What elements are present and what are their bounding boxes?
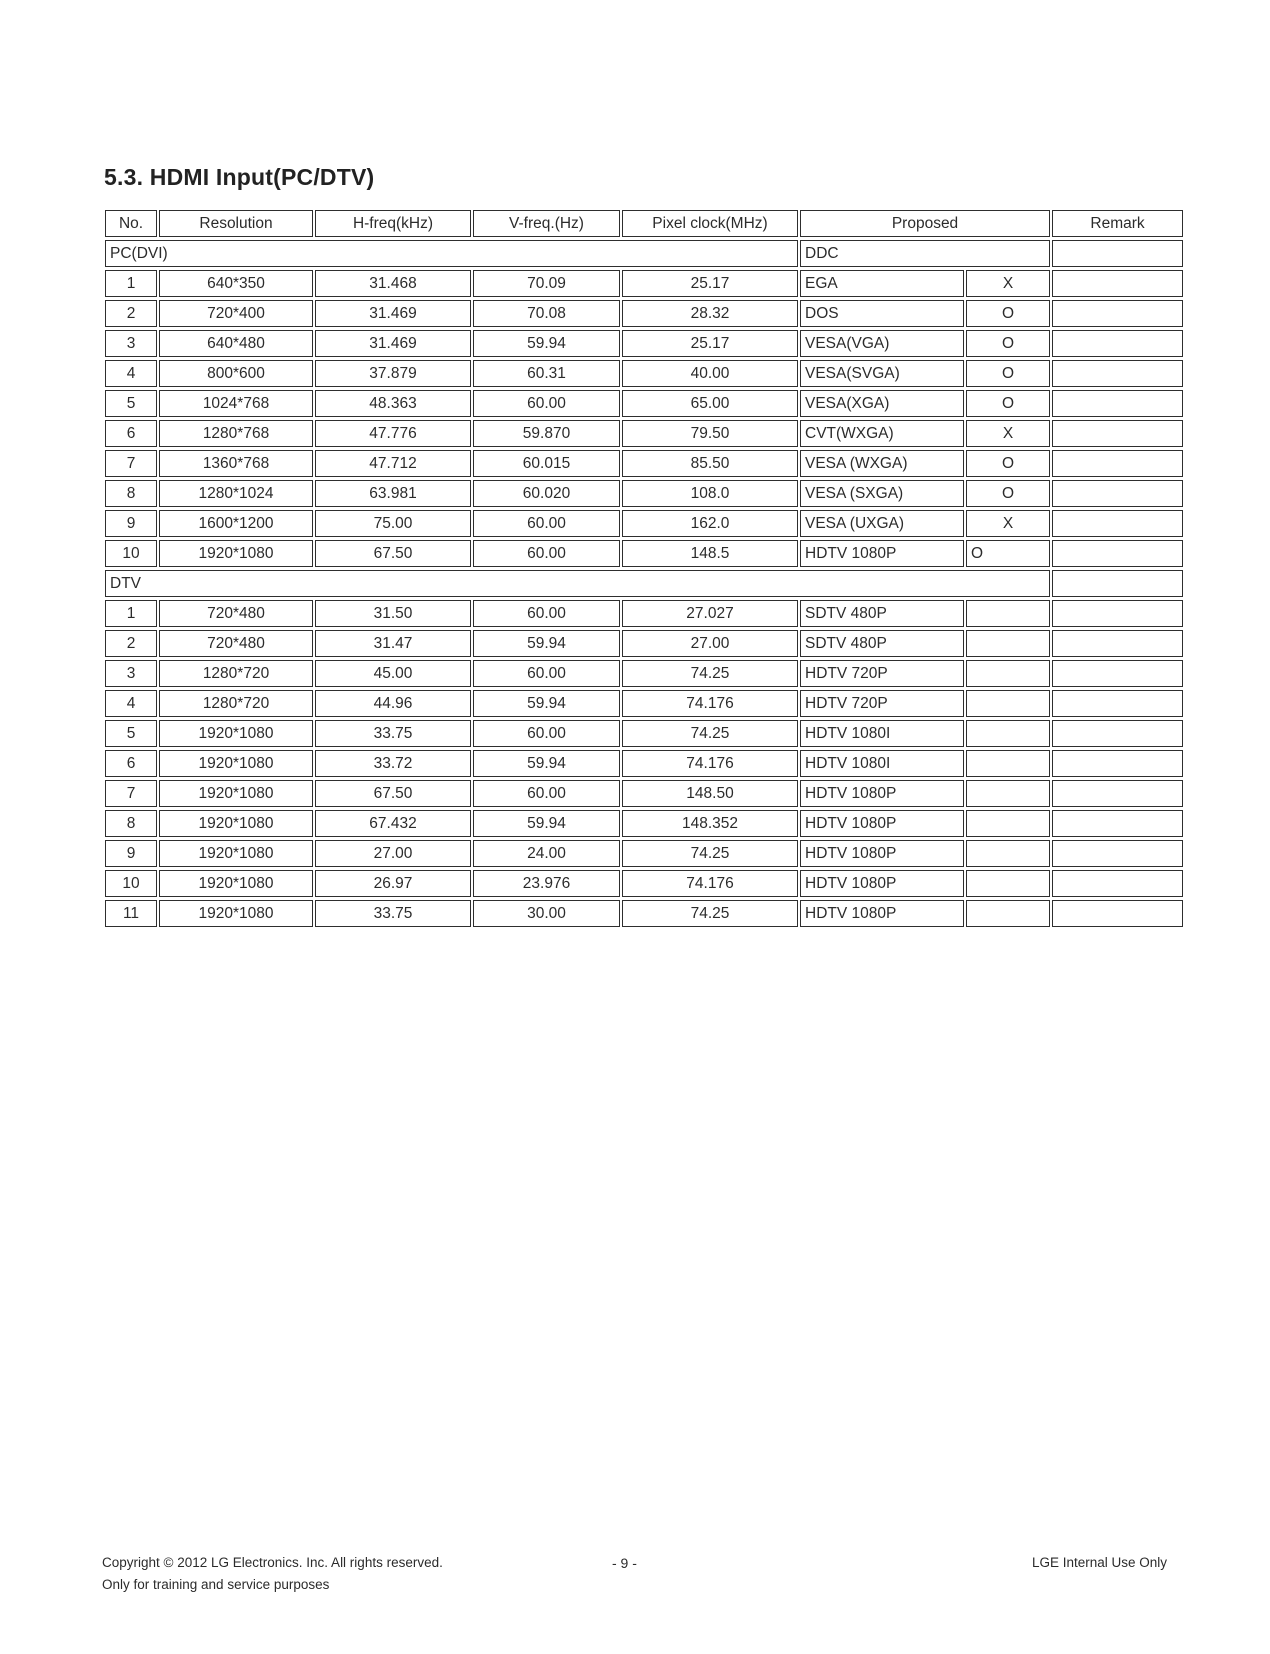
h-freq-cell: 67.50 (315, 540, 471, 567)
pixel-clock-cell: 25.17 (622, 330, 798, 357)
h-freq-cell: 37.879 (315, 360, 471, 387)
proposed-cell: VESA (UXGA) (800, 510, 964, 537)
no-cell: 7 (105, 450, 157, 477)
remark-cell (1052, 360, 1183, 387)
h-freq-cell: 31.47 (315, 630, 471, 657)
mark-cell (966, 660, 1050, 687)
pixel-clock-cell: 85.50 (622, 450, 798, 477)
remark-cell (1052, 870, 1183, 897)
proposed-cell: HDTV 720P (800, 660, 964, 687)
table-row (105, 540, 1183, 567)
remark-cell (1052, 720, 1183, 747)
pixel-clock-cell: 74.176 (622, 690, 798, 717)
resolution-cell: 1280*1024 (159, 480, 313, 507)
v-freq-cell: 70.09 (473, 270, 620, 297)
no-cell: 10 (105, 540, 157, 567)
v-freq-cell: 59.870 (473, 420, 620, 447)
remark-cell (1052, 330, 1183, 357)
remark-cell (1052, 570, 1183, 597)
remark-cell (1052, 600, 1183, 627)
resolution-cell: 720*480 (159, 630, 313, 657)
no-cell: 5 (105, 720, 157, 747)
v-freq-cell: 59.94 (473, 330, 620, 357)
mark-cell (966, 870, 1050, 897)
no-cell: 11 (105, 900, 157, 927)
remark-cell (1052, 690, 1183, 717)
no-cell: 3 (105, 660, 157, 687)
h-freq-cell: 31.469 (315, 300, 471, 327)
mark-cell (966, 600, 1050, 627)
no-cell: 9 (105, 840, 157, 867)
h-freq-cell: 31.469 (315, 330, 471, 357)
pixel-clock-cell: 79.50 (622, 420, 798, 447)
remark-cell (1052, 750, 1183, 777)
table-row (105, 510, 1183, 537)
remark-cell (1052, 240, 1183, 267)
pixel-clock-cell: 74.25 (622, 660, 798, 687)
proposed-cell: SDTV 480P (800, 630, 964, 657)
pixel-clock-cell: 40.00 (622, 360, 798, 387)
remark-cell (1052, 450, 1183, 477)
table-row (105, 660, 1183, 687)
remark-cell (1052, 630, 1183, 657)
pixel-clock-cell: 28.32 (622, 300, 798, 327)
remark-cell (1052, 540, 1183, 567)
v-freq-cell: 59.94 (473, 750, 620, 777)
remark-cell (1052, 480, 1183, 507)
proposed-cell: HDTV 1080P (800, 810, 964, 837)
v-freq-cell: 60.00 (473, 510, 620, 537)
pixel-clock-cell: 74.176 (622, 870, 798, 897)
proposed-cell: VESA (WXGA) (800, 450, 964, 477)
h-freq-cell: 44.96 (315, 690, 471, 717)
pixel-clock-cell: 148.50 (622, 780, 798, 807)
v-freq-cell: 60.31 (473, 360, 620, 387)
proposed-cell: HDTV 1080P (800, 540, 964, 567)
table-row (105, 780, 1183, 807)
header-h-freq: H-freq(kHz) (315, 210, 471, 237)
table-row (105, 600, 1183, 627)
table-row (105, 750, 1183, 777)
remark-cell (1052, 270, 1183, 297)
resolution-cell: 1920*1080 (159, 870, 313, 897)
table-row (105, 480, 1183, 507)
h-freq-cell: 47.712 (315, 450, 471, 477)
proposed-cell: VESA (SXGA) (800, 480, 964, 507)
mark-cell (966, 840, 1050, 867)
h-freq-cell: 31.50 (315, 600, 471, 627)
pixel-clock-cell: 65.00 (622, 390, 798, 417)
table-row (105, 870, 1183, 897)
resolution-cell: 720*480 (159, 600, 313, 627)
resolution-cell: 1920*1080 (159, 780, 313, 807)
mark-cell: O (966, 300, 1050, 327)
proposed-cell: VESA(SVGA) (800, 360, 964, 387)
section-row (105, 240, 1183, 267)
pixel-clock-cell: 27.027 (622, 600, 798, 627)
table-row (105, 360, 1183, 387)
resolution-cell: 1280*720 (159, 690, 313, 717)
pixel-clock-cell: 162.0 (622, 510, 798, 537)
mark-cell: O (966, 480, 1050, 507)
resolution-cell: 1600*1200 (159, 510, 313, 537)
table-row (105, 300, 1183, 327)
mark-cell: X (966, 420, 1050, 447)
no-cell: 2 (105, 630, 157, 657)
resolution-cell: 1360*768 (159, 450, 313, 477)
v-freq-cell: 59.94 (473, 810, 620, 837)
remark-cell (1052, 420, 1183, 447)
resolution-cell: 1920*1080 (159, 750, 313, 777)
no-cell: 1 (105, 270, 157, 297)
pixel-clock-cell: 148.5 (622, 540, 798, 567)
h-freq-cell: 67.432 (315, 810, 471, 837)
header-resolution: Resolution (159, 210, 313, 237)
remark-cell (1052, 780, 1183, 807)
v-freq-cell: 60.015 (473, 450, 620, 477)
table-row (105, 720, 1183, 747)
hdmi-input-table (103, 207, 1185, 930)
resolution-cell: 1280*768 (159, 420, 313, 447)
no-cell: 6 (105, 420, 157, 447)
pixel-clock-cell: 74.25 (622, 840, 798, 867)
v-freq-cell: 60.00 (473, 660, 620, 687)
page-title: 5.3. HDMI Input(PC/DTV) (104, 164, 375, 190)
footer-internal-use: LGE Internal Use Only (1031, 1555, 1167, 1570)
h-freq-cell: 31.468 (315, 270, 471, 297)
no-cell: 10 (105, 870, 157, 897)
header-proposed: Proposed (800, 210, 1050, 237)
proposed-cell: HDTV 1080P (800, 840, 964, 867)
mark-cell (966, 690, 1050, 717)
footer-copyright (102, 1552, 443, 1596)
table-row (105, 270, 1183, 297)
resolution-cell: 1920*1080 (159, 840, 313, 867)
h-freq-cell: 33.75 (315, 900, 471, 927)
h-freq-cell: 33.72 (315, 750, 471, 777)
no-cell: 1 (105, 600, 157, 627)
h-freq-cell: 26.97 (315, 870, 471, 897)
no-cell: 4 (105, 690, 157, 717)
h-freq-cell: 45.00 (315, 660, 471, 687)
pixel-clock-cell: 74.25 (622, 900, 798, 927)
pixel-clock-cell: 27.00 (622, 630, 798, 657)
pixel-clock-cell: 148.352 (622, 810, 798, 837)
resolution-cell: 640*480 (159, 330, 313, 357)
no-cell: 8 (105, 810, 157, 837)
table-row (105, 900, 1183, 927)
h-freq-cell: 75.00 (315, 510, 471, 537)
mark-cell: O (966, 540, 1050, 567)
remark-cell (1052, 510, 1183, 537)
section-label: PC(DVI) (105, 240, 798, 267)
proposed-cell: HDTV 1080P (800, 870, 964, 897)
mark-cell (966, 630, 1050, 657)
pixel-clock-cell: 108.0 (622, 480, 798, 507)
remark-cell (1052, 900, 1183, 927)
remark-cell (1052, 660, 1183, 687)
table-row (105, 690, 1183, 717)
remark-cell (1052, 840, 1183, 867)
mark-cell: O (966, 450, 1050, 477)
v-freq-cell: 23.976 (473, 870, 620, 897)
resolution-cell: 1280*720 (159, 660, 313, 687)
v-freq-cell: 60.00 (473, 600, 620, 627)
v-freq-cell: 24.00 (473, 840, 620, 867)
proposed-cell: VESA(XGA) (800, 390, 964, 417)
header-row (105, 210, 1183, 237)
no-cell: 8 (105, 480, 157, 507)
mark-cell: X (966, 510, 1050, 537)
v-freq-cell: 60.00 (473, 780, 620, 807)
mark-cell (966, 720, 1050, 747)
proposed-cell: DOS (800, 300, 964, 327)
h-freq-cell: 27.00 (315, 840, 471, 867)
pixel-clock-cell: 74.25 (622, 720, 798, 747)
v-freq-cell: 59.94 (473, 630, 620, 657)
v-freq-cell: 60.020 (473, 480, 620, 507)
pixel-clock-cell: 25.17 (622, 270, 798, 297)
h-freq-cell: 48.363 (315, 390, 471, 417)
no-cell: 7 (105, 780, 157, 807)
v-freq-cell: 70.08 (473, 300, 620, 327)
header-v-freq: V-freq.(Hz) (473, 210, 620, 237)
no-cell: 3 (105, 330, 157, 357)
proposed-cell: SDTV 480P (800, 600, 964, 627)
h-freq-cell: 33.75 (315, 720, 471, 747)
remark-cell (1052, 300, 1183, 327)
proposed-cell: CVT(WXGA) (800, 420, 964, 447)
proposed-cell: HDTV 1080I (800, 720, 964, 747)
resolution-cell: 1920*1080 (159, 720, 313, 747)
no-cell: 6 (105, 750, 157, 777)
pixel-clock-cell: 74.176 (622, 750, 798, 777)
table-row (105, 330, 1183, 357)
proposed-cell: VESA(VGA) (800, 330, 964, 357)
footer-copyright-line2: Only for training and service purposes (102, 1577, 330, 1592)
v-freq-cell: 30.00 (473, 900, 620, 927)
v-freq-cell: 59.94 (473, 690, 620, 717)
resolution-cell: 720*400 (159, 300, 313, 327)
header-no: No. (105, 210, 157, 237)
page-number: - 9 - (612, 1555, 637, 1571)
table-row (105, 420, 1183, 447)
footer-copyright-line1: Copyright © 2012 LG Electronics. Inc. All rights reserved. (102, 1555, 443, 1570)
v-freq-cell: 60.00 (473, 540, 620, 567)
remark-cell (1052, 390, 1183, 417)
table-row (105, 810, 1183, 837)
proposed-cell: HDTV 1080I (800, 750, 964, 777)
h-freq-cell: 63.981 (315, 480, 471, 507)
resolution-cell: 1920*1080 (159, 540, 313, 567)
h-freq-cell: 67.50 (315, 780, 471, 807)
header-remark: Remark (1052, 210, 1183, 237)
no-cell: 2 (105, 300, 157, 327)
table-row (105, 390, 1183, 417)
resolution-cell: 1920*1080 (159, 900, 313, 927)
mark-cell: X (966, 270, 1050, 297)
mark-cell: O (966, 360, 1050, 387)
mark-cell (966, 750, 1050, 777)
table-row (105, 840, 1183, 867)
h-freq-cell: 47.776 (315, 420, 471, 447)
header-pixel-clock: Pixel clock(MHz) (622, 210, 798, 237)
remark-cell (1052, 810, 1183, 837)
section-row (105, 570, 1183, 597)
mark-cell (966, 780, 1050, 807)
section-proposed-note: DDC (800, 240, 1050, 267)
mark-cell: O (966, 390, 1050, 417)
resolution-cell: 640*350 (159, 270, 313, 297)
table-row (105, 630, 1183, 657)
v-freq-cell: 60.00 (473, 390, 620, 417)
mark-cell (966, 810, 1050, 837)
no-cell: 5 (105, 390, 157, 417)
no-cell: 4 (105, 360, 157, 387)
mark-cell: O (966, 330, 1050, 357)
no-cell: 9 (105, 510, 157, 537)
proposed-cell: HDTV 720P (800, 690, 964, 717)
mark-cell (966, 900, 1050, 927)
proposed-cell: EGA (800, 270, 964, 297)
proposed-cell: HDTV 1080P (800, 900, 964, 927)
table-row (105, 450, 1183, 477)
resolution-cell: 1920*1080 (159, 810, 313, 837)
resolution-cell: 1024*768 (159, 390, 313, 417)
resolution-cell: 800*600 (159, 360, 313, 387)
proposed-cell: HDTV 1080P (800, 780, 964, 807)
section-label: DTV (105, 570, 1050, 597)
v-freq-cell: 60.00 (473, 720, 620, 747)
